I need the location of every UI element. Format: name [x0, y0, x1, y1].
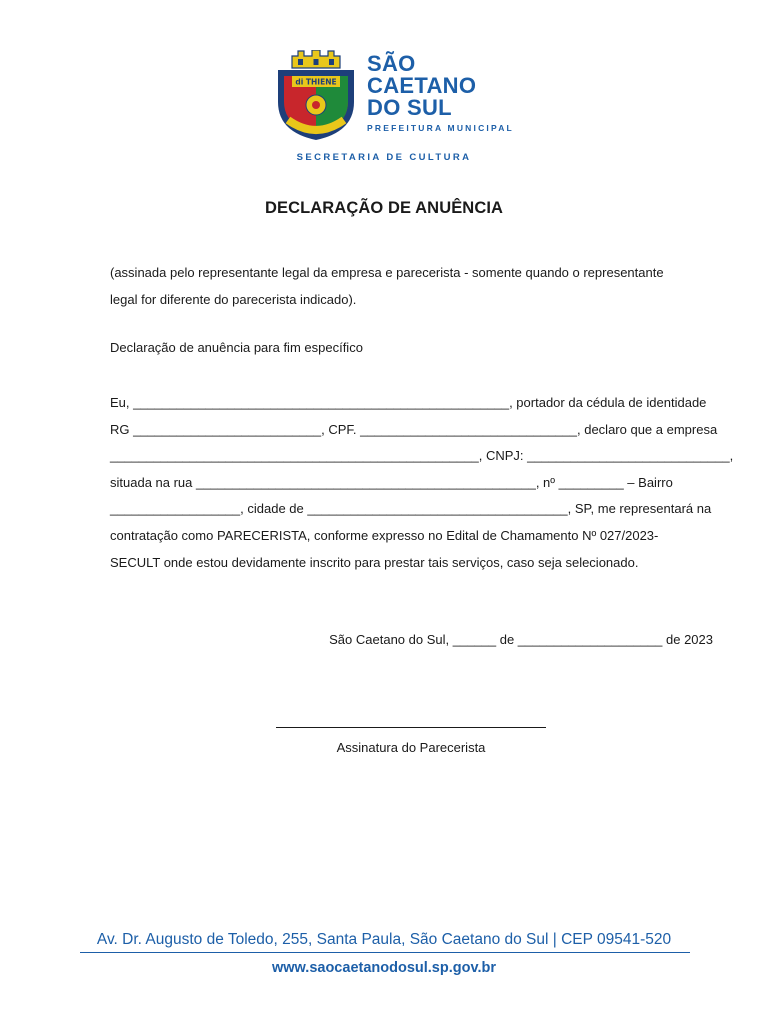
signature-line	[276, 727, 546, 728]
brand-line-1: SÃO	[367, 51, 416, 76]
body-text-3: ___________________________________________________, CNPJ: ____________________________,	[110, 448, 734, 464]
body-line-7	[110, 550, 713, 577]
brand-subtitle: PREFEITURA MUNICIPAL	[367, 123, 514, 133]
department-name: SECRETARIA DE CULTURA	[296, 152, 472, 163]
instruction-note	[110, 259, 713, 313]
body-line-4	[110, 470, 713, 497]
brand-wordmark	[367, 53, 514, 134]
footer-website-link[interactable]: www.saocaetanodosul.sp.gov.br	[272, 960, 496, 976]
body-text-7: SECULT onde estou devidamente inscrito para prestar tais serviços, caso seja selecionado.	[110, 554, 639, 570]
declaration-body	[110, 390, 734, 576]
crest-banner-text: di THIENE	[295, 77, 337, 87]
footer-address: Av. Dr. Augusto de Toledo, 255, Santa Paula, São Caetano do Sul | CEP 09541-520	[96, 931, 672, 948]
body-line-6	[110, 523, 713, 550]
body-text-4: situada na rua _______________________________________________, nº _________ – Bairro	[110, 474, 673, 490]
purpose-text: Declaração de anuência para fim específico	[110, 340, 363, 355]
date-line: São Caetano do Sul, ______ de ____________________ de 2023	[329, 632, 713, 647]
note-line-2: legal for diferente do parecerista indicado).	[110, 292, 357, 307]
document-title: DECLARAÇÃO DE ANUÊNCIA	[264, 199, 504, 217]
footer-divider	[80, 952, 690, 953]
page-header	[0, 0, 768, 170]
body-text-1: Eu, ____________________________________________________, portador da cédula de identidade	[110, 395, 707, 410]
signature-label: Assinatura do Parecerista	[336, 740, 486, 755]
brand-line-3: DO SUL	[367, 95, 452, 120]
body-line-1	[110, 390, 713, 417]
brand-line-2: CAETANO	[367, 73, 477, 98]
body-line-3	[110, 443, 734, 470]
note-line-1: (assinada pelo representante legal da empresa e parecerista - somente quando o representante	[110, 265, 664, 280]
city-crest-logo	[274, 50, 358, 142]
body-text-5: __________________, cidade de ____________________________________, SP, me representará na	[110, 501, 712, 517]
body-line-5	[110, 496, 713, 523]
body-text-2: RG __________________________, CPF. ______________________________, declaro que a empresa	[110, 421, 718, 437]
body-text-6: contratação como PARECERISTA, conforme expresso no Edital de Chamamento Nº 027/2023-	[110, 527, 659, 543]
body-line-2	[110, 417, 718, 444]
